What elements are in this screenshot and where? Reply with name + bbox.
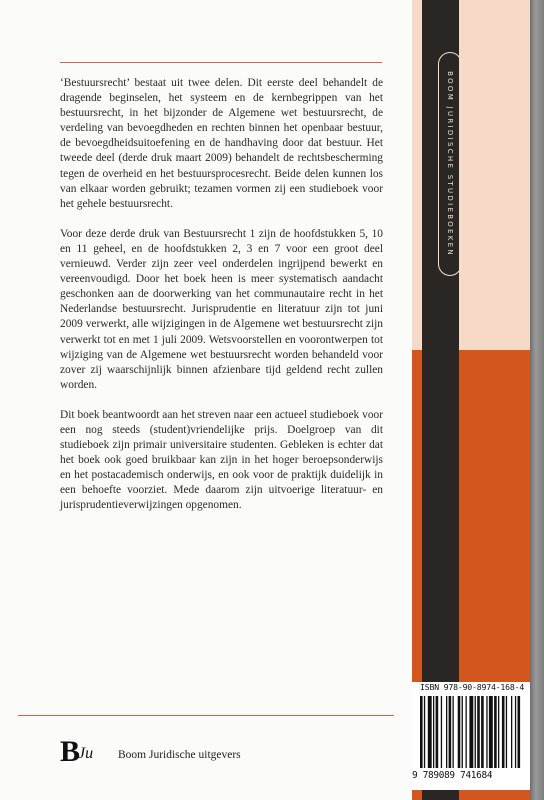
- barcode-bar: [498, 696, 499, 768]
- barcode-bar: [446, 696, 447, 768]
- blurb-text: [60, 76, 383, 529]
- top-rule: [60, 62, 382, 63]
- barcode-bar: [489, 696, 493, 768]
- barcode-digits: 9 789089 741684: [412, 770, 493, 781]
- publisher-name: Boom Juridische uitgevers: [118, 749, 241, 761]
- series-strip: [422, 0, 459, 800]
- barcode-box: [412, 682, 530, 790]
- barcode-bar: [518, 696, 521, 768]
- barcode-bar: [428, 696, 432, 768]
- barcode-bar: [486, 696, 487, 768]
- series-label: BOOM JURIDISCHE STUDIEBOEKEN: [446, 71, 454, 257]
- barcode-bar: [449, 696, 452, 768]
- barcode-bar: [420, 696, 423, 768]
- barcode-bar: [494, 696, 497, 768]
- barcode-bar: [502, 696, 505, 768]
- color-panel: [412, 0, 530, 800]
- bottom-rule: [18, 715, 394, 716]
- barcode-bar: [511, 696, 512, 768]
- barcode-bar: [462, 696, 463, 768]
- page-edge: [530, 0, 544, 800]
- barcode-bar: [506, 696, 507, 768]
- isbn-label: ISBN 978-90-8974-168-4: [420, 682, 525, 692]
- barcode-bar: [433, 696, 434, 768]
- barcode-bar: [469, 696, 473, 768]
- barcode-bar: [477, 696, 480, 768]
- publisher-logo: [60, 733, 100, 773]
- blurb-paragraph-2: Voor deze derde druk van Bestuursrecht 1 zijn de hoofdstukken 5, 10 en 11 geheel, en de hoofdstukken 2, 3 en 7 voor een groot deel vernieuwd. Verder zijn zeer veel onderdelen ingrijpend bewerkt en vereenvoudigd. Door het boek heen is meer systematisch aandacht geschonken aan de doorwerking van het communautaire recht in het Nederlandse bestuursrecht. Jurisprudentie en literatuur zijn tot juni 2009 verwerkt, alle wijzigingen in de Algemene wet bestuursrecht zijn verwerkt tot en met 1 juli 2009. Wetsvoorstellen en voorontwerpen tot wijziging van de Algemene wet bestuursrecht worden behandeld voor zover zij waarschijnlijk binnen afzienbare tijd geldend recht zullen worden.: [60, 227, 383, 391]
- barcode-bar: [441, 696, 442, 768]
- barcode-bar: [424, 696, 425, 768]
- blurb-paragraph-1: ‘Bestuursrecht’ bestaat uit twee delen. Dit eerste deel behandelt de dragende beginselen, het systeem en de kernbegrippen van het bestuursrecht, in het bijzonder de Algemene wet bestuursrecht, de verdeling van bevoegdheden en rechten binnen het openbaar bestuur, de bevoegdheidsuitoefening en de handhaving door dat bestuur. Het tweede deel (derde druk maart 2009) behandelt de rechtsbescherming tegen de overheid en het bestuursprocesrecht. Beide delen kunnen los van elkaar worden gebruikt; tezamen vormen zij een studieboek voor het gehele bestuursrecht.: [60, 77, 383, 210]
- barcode-bars: [420, 696, 524, 768]
- barcode-bar: [453, 696, 454, 768]
- barcode-bar: [466, 696, 467, 768]
- barcode-bar: [515, 696, 516, 768]
- logo-letter-b: B: [60, 735, 81, 768]
- logo-letters-ju: Ju: [78, 745, 94, 762]
- blurb-paragraph-3: Dit boek beantwoordt aan het streven naar een actueel studieboek voor een nog steeds (student)vriendelijke prijs. Doelgroep van dit studieboek zijn primair universitaire studenten. Gebleken is echter dat het boek ook goed bruikbaar kan zijn in het hoger beroepsonderwijs en het postacademisch onderwijs, en ook voor de praktijk duidelijk in een behoefte voorziet. Mede daarom zijn uitvoerige literatuur- en jurisprudentieverwijzingen opgenomen.: [60, 408, 383, 512]
- barcode-bar: [458, 696, 461, 768]
- barcode-bar: [481, 696, 484, 768]
- barcode-bar: [475, 696, 476, 768]
- barcode-bar: [436, 696, 439, 768]
